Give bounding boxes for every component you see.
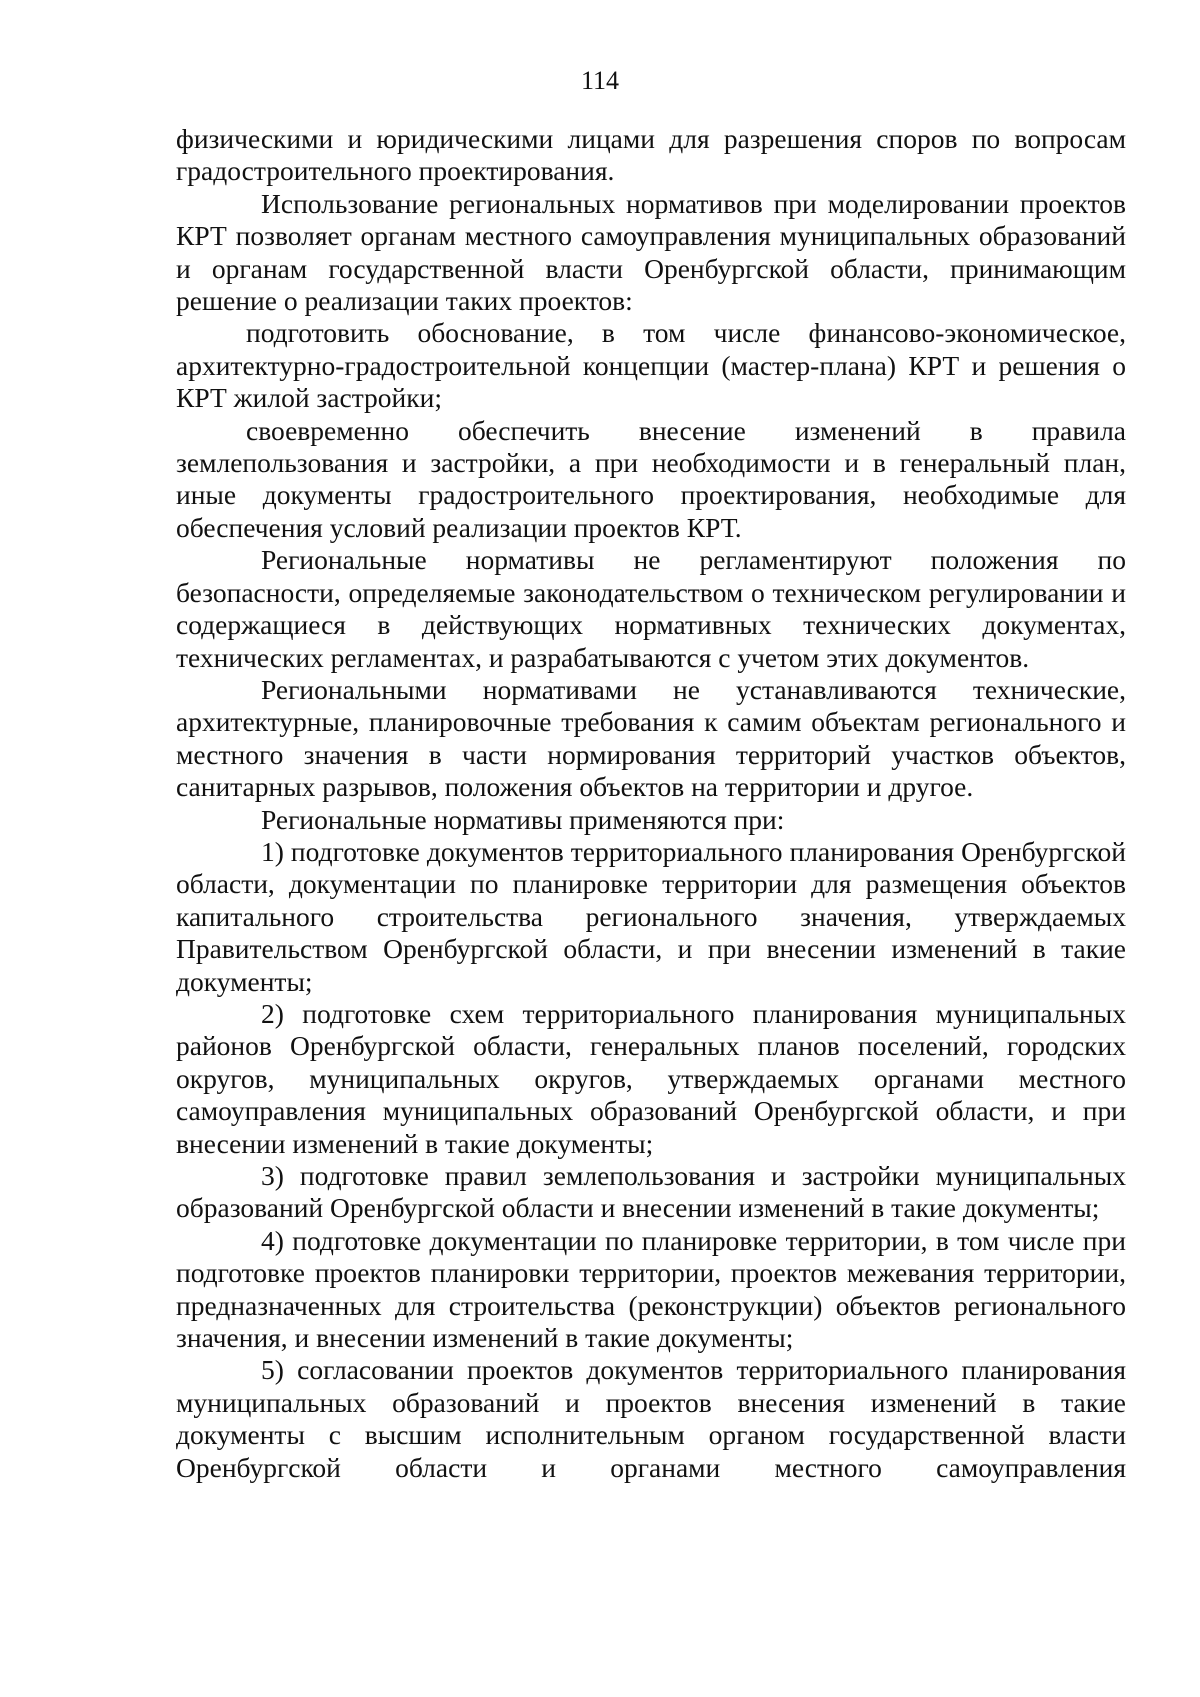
paragraph-prepare-justification: подготовить обоснование, в том числе финансово-экономическое, архитектурно-градостроительной концепции (мастер-плана) КРТ и решения о КРТ жилой застройки; [176,317,1126,414]
list-item-3: 3) подготовке правил землепользования и застройки муниципальных образований Оренбургской области и внесении изменений в такие документы; [176,1160,1126,1224]
list-item-4: 4) подготовке документации по планировке территории, в том числе при подготовке проектов планировки территории, проектов межевания территории, предназначенных для строительства (реконструкции) объектов регионального значения, и внесении изменений в такие документы; [176,1224,1126,1354]
paragraph-usage: Использование региональных нормативов при моделировании проектов КРТ позволяет органам местного самоуправления муниципальных образований и органам государственной власти Оренбургской области, принимающим решение о реализации таких проектов: [176,187,1126,317]
list-item-1: 1) подготовке документов территориального планирования Оренбургской области, документации по планировке территории для размещения объектов капитального строительства регионального значения, утверждаемых Правительством Оренбургской области, и при внесении изменений в такие документы; [176,835,1126,997]
list-item-2: 2) подготовке схем территориального планирования муниципальных районов Оренбургской области, генеральных планов поселений, городских округов, муниципальных округов, утверждаемых органами местного самоуправления муниципальных образований Оренбургской области, и при внесении изменений в такие документы; [176,997,1126,1159]
document-body [176,123,1126,1484]
list-item-5: 5) согласовании проектов документов территориального планирования муниципальных образований и проектов внесения изменений в такие документы с высшим исполнительным органом государственной власти Оренбургской области и органами местного самоуправления [176,1354,1126,1483]
paragraph-continuation: физическими и юридическими лицами для разрешения споров по вопросам градостроительного проектирования. [176,123,1126,187]
paragraph-timely-changes: своевременно обеспечить внесение изменений в правила землепользования и застройки, а при необходимости и в генеральный план, иные документы градостроительного проектирования, необходимые для обеспечения условий реализации проектов КРТ. [176,414,1126,543]
paragraph-applied-when: Региональные нормативы применяются при: [261,803,785,835]
paragraph-safety-provisions: Региональные нормативы не регламентируют положения по безопасности, определяемые законодательством о техническом регулировании и содержащиеся в действующих нормативных технических документах, технических регламентах, и разрабатываются с учетом этих документов. [176,544,1126,673]
page-number: 114 [580,66,620,95]
paragraph-not-established: Региональными нормативами не устанавливаются технические, архитектурные, планировочные требования к самим объектам регионального и местного значения в части нормирования территорий участков объектов, санитарных разрывов, положения объектов на территории и другое. [176,673,1126,803]
